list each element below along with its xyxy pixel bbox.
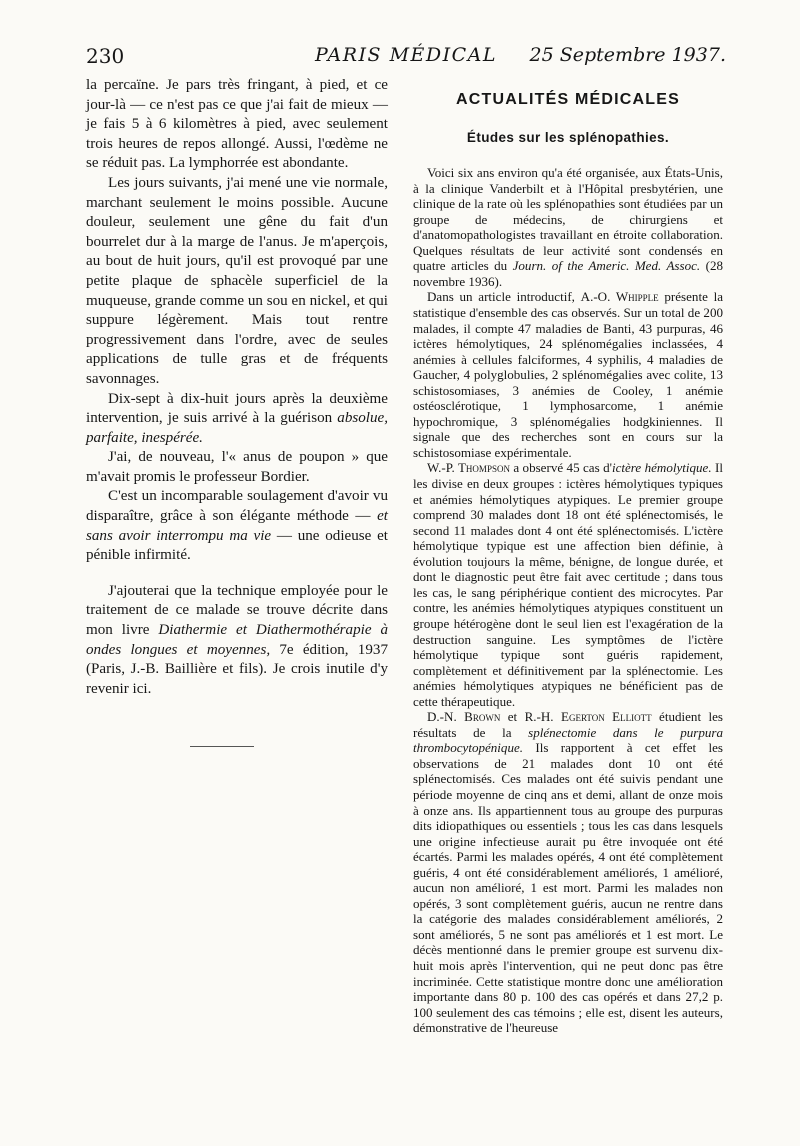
paragraph: J'ajouterai que la technique employée pour le traitement de ce malade se trouve décrite dans mon livre Diathermie et Diathermothérapie à ondes longues et moyennes, 7e édition, 1937 (Paris, J.-B. Baillière et fils). Je crois inutile d'y revenir ici.: [86, 582, 388, 697]
section-title: ACTUALITÉS MÉDICALES: [456, 91, 680, 108]
paragraph: la percaïne. Je pars très fringant, à pied, et ce jour-là — ce n'est pas ce que j'ai fait de mieux — je fais 5 à 6 kilomètres à pied, avec seulement trois heures de repos allongé. Aussi, l'œdème ne se réduit pas. La lymphorrée est abondante.: [86, 77, 388, 172]
issue-date: 25 Septembre 1937.: [529, 44, 726, 66]
paragraph: C'est un incomparable soulagement d'avoir vu disparaître, grâce à son élégante méthode — et sans avoir interrompu ma vie — une odieuse et pénible infirmité.: [86, 488, 388, 564]
left-column: [86, 76, 388, 699]
paragraph: Dix-sept à dix-huit jours après la deuxième intervention, je suis arrivé à la guérison absolue, parfaite, inespérée.: [86, 390, 388, 446]
paragraph: Dans un article introductif, A.-O. Whipple présente la statistique d'ensemble des cas observés. Sur un total de 200 malades, il compte 47 maladies de Banti, 43 purpuras, 46 ictères hémolytiques, 24 splénomégalies inclassées, 4 anémies à cellules falciformes, 4 syphilis, 4 maladies de Gaucher, 4 polyglobulies, 2 splénomégalies avec colite, 13 schistosomiases, 3 anémies de Cooley, 1 anémie ostéosclérotique, 1 lymphosarcome, 1 anémie hypochromique, 3 splénomégalies hodgkiniennes. Il signale que des recherches sont en cours sur la schistosomiase expérimentale.: [413, 289, 723, 460]
paragraph: Les jours suivants, j'ai mené une vie normale, marchant seulement le moins possible. Aucune douleur, seulement une gêne du fait d'un bourrelet dur à la marge de l'anus. Je m'aperçois, au bout de huit jours, qu'il est provoqué par une petite plaque de sphacèle superficiel de la muqueuse, grande comme un sou en nickel, et qui suppure légèrement. Mais tout rentre progressivement dans l'ordre, avec de seules applications de tulle gras et de fréquents savonnages.: [86, 174, 388, 387]
author-name: D.-N. Brown: [427, 709, 501, 725]
spacer: [86, 566, 388, 582]
subsection-title: Études sur les splénopathies.: [466, 129, 670, 145]
section-divider: [190, 746, 254, 747]
paragraph: W.-P. Thompson a observé 45 cas d'ictère hémolytique. Il les divise en deux groupes : ictères hémolytiques typiques et anémies hémolytiques atypiques. Le premier groupe comprend 30 malades dont 18 ont été splénectomisés, le second 11 malades dont 4 ont été splénectomisés. L'ictère hémolytique typique est une affection bien définie, à évolution toujours la même, bénigne, de longue durée, et dont le diagnostic peut être fait avec certitude ; dans tous les cas, le sang périphérique contient des microcytes. Par contre, les anémies hémolytiques atypiques constituent un groupe hétérogène dont le seul lien est l'exagération de la destruction sanguine. Les symptômes de l'ictère hémolytique typique sont guéris rapidement, complètement et définitivement par la splénectomie. Les anémies hémolytiques atypiques ne bénéficient pas de cette thérapeutique.: [413, 460, 723, 709]
journal-title: PARIS MÉDICAL: [314, 44, 498, 66]
right-column: [413, 76, 723, 1036]
author-name: W.-P. Thompson: [427, 460, 510, 476]
paragraph: J'ai, de nouveau, l'« anus de poupon » que m'avait promis le professeur Bordier.: [86, 449, 388, 485]
page-number: 230: [86, 44, 125, 68]
author-name: R.-H. Egerton Elliott: [524, 709, 652, 725]
author-name: A.-O. Whipple: [580, 289, 659, 305]
paragraph: D.-N. Brown et R.-H. Egerton Elliott étudient les résultats de la splénectomie dans le purpura thrombocytopénique. Ils rapportent à cet effet les observations de 21 malades dont 10 ont été splénectomisés. Ces malades ont été suivis pendant une période moyenne de cinq ans et demi, allant de onze mois à onze ans. Ils appartiennent tous au groupe des purpuras dits idiopathiques ou essentiels ; tous les cas dans lesquels une origine infectieuse aurait pu être invoquée ont été écartés. Parmi les malades opérés, 4 ont été complètement guéris, 4 ont été considérablement améliorés, 1 amélioré, aucun non amélioré, 1 est mort. Parmi les malades non opérés, 3 sont complètement guéris, aucun ne rentre dans la catégorie des malades considérablement améliorés, 2 sont améliorés, 5 ne sont pas améliorés et 1 est mort. Le décès mentionné dans le premier groupe est survenu dix-huit mois après l'intervention, qui ne peut donc pas être incriminée. Cette statistique montre donc une amélioration importante dans 80 p. 100 des cas opérés et dans 27,2 p. 100 seulement des cas témoins ; elle est, disent les auteurs, démonstrative de l'heureuse: [413, 709, 724, 1036]
paragraph: Voici six ans environ qu'a été organisée, aux États-Unis, à la clinique Vanderbilt et à l'Hôpital presbytérien, une clinique de la rate où les splénopathies sont étudiées par un groupe de médecins, de chirurgiens et d'anatomopathologistes travaillant en étroite collaboration. Quelques résultats de leur activité sont condensés en quatre articles du Journ. of the Americ. Med. Assoc. (28 novembre 1936).: [413, 165, 723, 289]
running-header: [86, 44, 726, 72]
